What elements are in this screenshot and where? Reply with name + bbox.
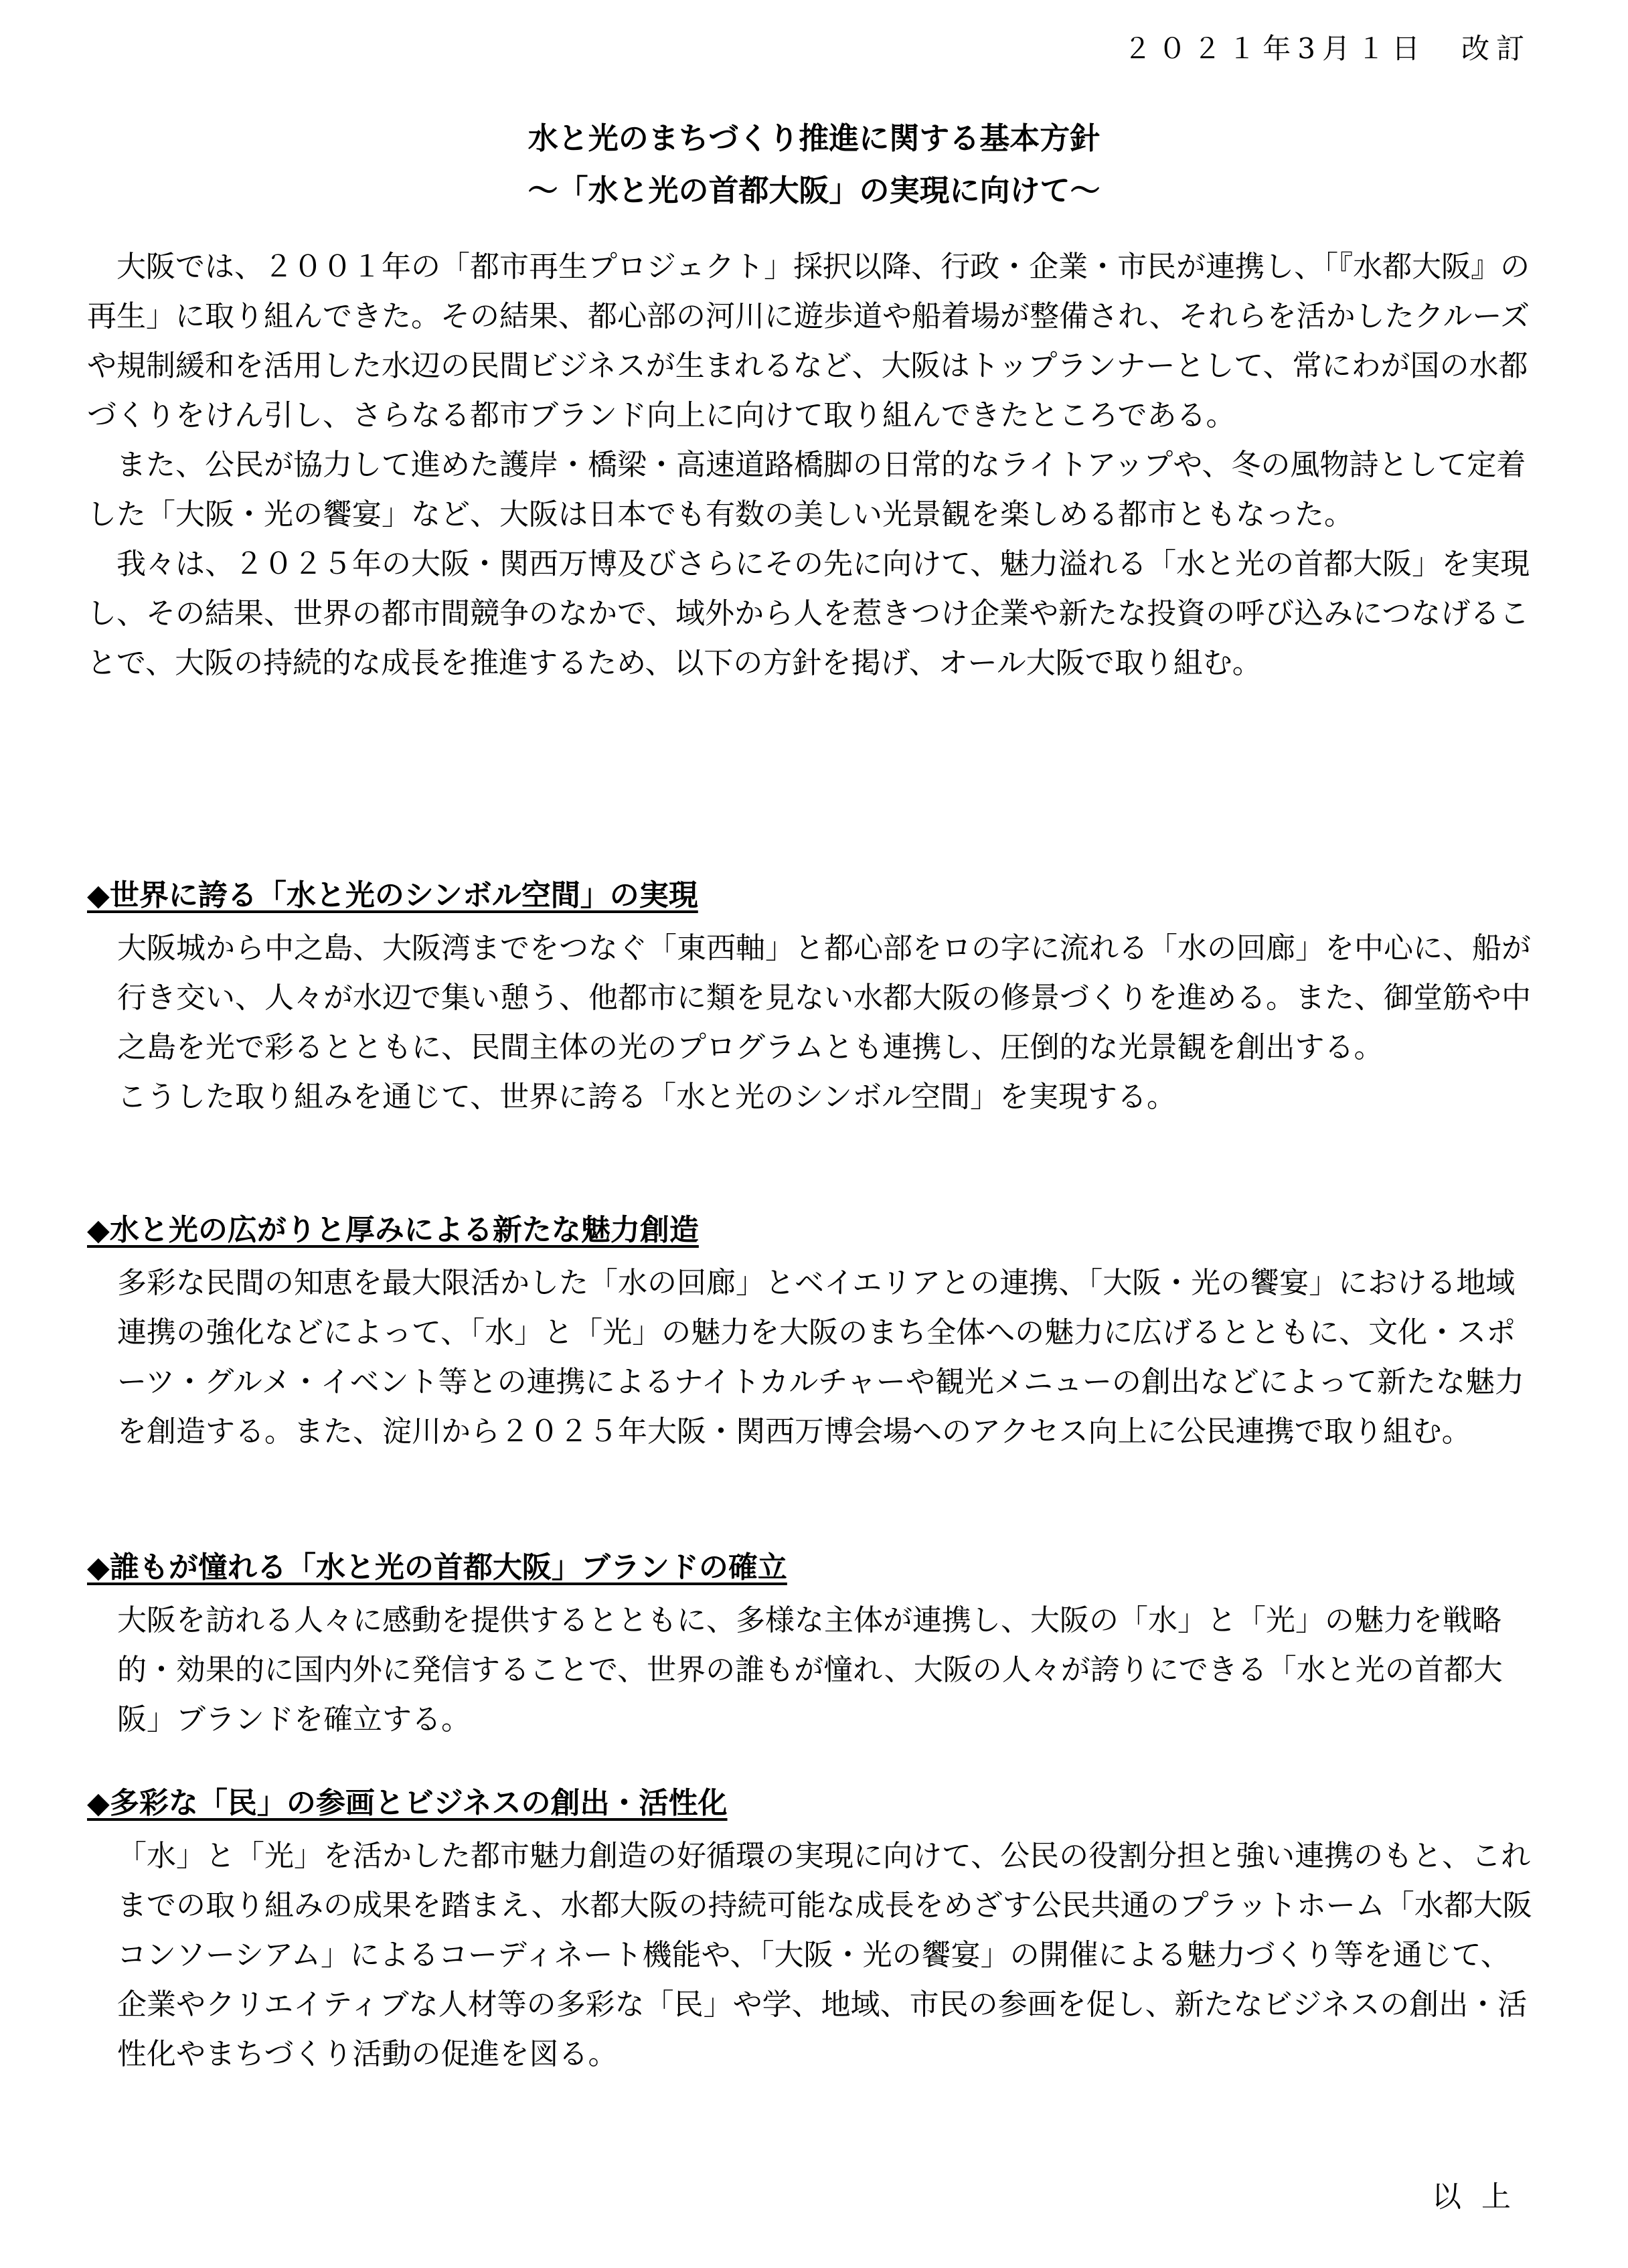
section-paragraph: 「水」と「光」を活かした都市魅力創造の好循環の実現に向けて、公民の役割分担と強い連携のもと、これまでの取り組みの成果を踏まえ、水都大阪の持続可能な成長をめざす公民共通のプラットホーム「水都大阪コンソーシアム」によるコーディネート機能や、「大阪・光の饗宴」の開催による魅力づくり等を通じて、企業やクリエイティブな人材等の多彩な「民」や学、地域、市民の参画を促し、新たなビジネスの創出・活性化やまちづくり活動の促進を図る。 [117,1839,1532,2071]
section-paragraph: 大阪を訪れる人々に感動を提供するとともに、多様な主体が連携し、大阪の「水」と「光」の魅力を戦略的・効果的に国内外に発信することで、世界の誰もが憧れ、大阪の人々が誇りにできる「水と光の首都大阪」ブランドを確立する。 [117,1603,1503,1736]
intro-section [87,242,1543,688]
revision-date: ２０２１年3月１日 改訂 [1123,32,1531,65]
section-body-symbol-space [117,924,1536,1122]
section-heading-symbol-space: ◆世界に誇る「水と光のシンボル空間」の実現 [87,878,698,912]
section-paragraph: こうした取り組みを通じて、世界に誇る「水と光のシンボル空間」を実現する。 [117,1080,1177,1114]
document-title [0,112,1628,217]
section-heading-new-attractions: ◆水と光の広がりと厚みによる新たな魅力創造 [87,1213,699,1247]
section-body-brand [117,1596,1536,1745]
intro-paragraph: 我々は、２０２５年の大阪・関西万博及びさらにその先に向けて、魅力溢れる「水と光の首都大阪」を実現し、その結果、世界の都市間競争のなかで、域外から人を惹きつけ企業や新たな投資の呼び込みにつなげることで、大阪の持続的な成長を推進するため、以下の方針を掲げ、オール大阪で取り組む。 [87,547,1530,680]
section-paragraph: 大阪城から中之島、大阪湾までをつなぐ「東西軸」と都心部をロの字に流れる「水の回廊」を中心に、船が行き交い、人々が水辺で集い憩う、他都市に類を見ない水都大阪の修景づくりを進める。また、御堂筋や中之島を光で彩るとともに、民間主体の光のプログラムとも連携し、圧倒的な光景観を創出する。 [117,931,1531,1064]
section-body-private-participation [117,1832,1536,2079]
closing-mark: 以上 [1432,2180,1531,2214]
title-line-1: 水と光のまちづくり推進に関する基本方針 [527,120,1101,156]
section-paragraph: 多彩な民間の知恵を最大限活かした「水の回廊」とベイエリアとの連携、「大阪・光の饗宴」における地域連携の強化などによって、「水」と「光」の魅力を大阪のまち全体への魅力に広げるとともに、文化・スポーツ・グルメ・イベント等との連携によるナイトカルチャーや観光メニューの創出などによって新たな魅力を創造する。また、淀川から２０２５年大阪・関西万博会場へのアクセス向上に公民連携で取り組む。 [117,1266,1524,1449]
title-line-2: ～「水と光の首都大阪」の実現に向けて～ [527,173,1101,208]
section-body-new-attractions [117,1259,1536,1457]
intro-paragraph: 大阪では、２００１年の「都市再生プロジェクト」採択以降、行政・企業・市民が連携し、「『水都大阪』の再生」に取り組んできた。その結果、都心部の河川に遊歩道や船着場が整備され、それらを活かしたクルーズや規制緩和を活用した水辺の民間ビジネスが生まれるなど、大阪はトップランナーとして、常にわが国の水都づくりをけん引し、さらなる都市ブランド向上に向けて取り組んできたところである。 [87,250,1530,432]
section-heading-private-participation: ◆多彩な「民」の参画とビジネスの創出・活性化 [87,1786,728,1820]
intro-paragraph: また、公民が協力して進めた護岸・橋梁・高速道路橋脚の日常的なライトアップや、冬の風物詩として定着した「大阪・光の饗宴」など、大阪は日本でも有数の美しい光景観を楽しめる都市ともなった。 [87,448,1526,532]
section-heading-brand: ◆誰もが憧れる「水と光の首都大阪」ブランドの確立 [87,1550,787,1585]
